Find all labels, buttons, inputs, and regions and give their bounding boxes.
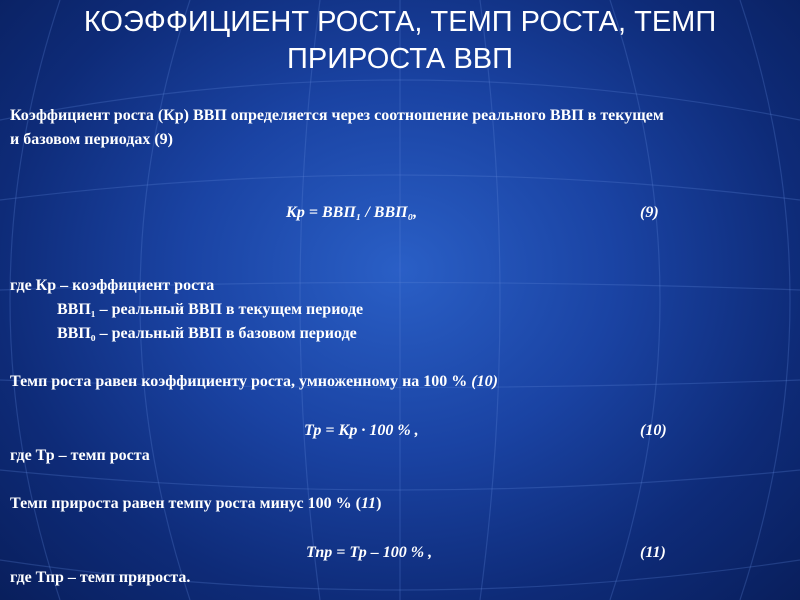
formula-9: Кр = ВВП₁ / ВВП₀, — [286, 204, 418, 221]
title-line-2: ПРИРОСТА ВВП — [287, 43, 513, 75]
where-9-line-1: где Кр – коэффициент роста — [10, 277, 215, 294]
slide-title — [40, 4, 760, 78]
where-9-line-3: ВВП₀ – реальный ВВП в базовом периоде — [57, 325, 357, 342]
formula-11: Тпр = Тр – 100 % , — [306, 544, 433, 561]
increment-rate-ref: 11 — [360, 495, 377, 512]
title-line-1: КОЭФФИЦИЕНТ РОСТА, ТЕМП РОСТА, ТЕМП — [83, 6, 717, 38]
intro-line-1: Коэффициент роста (Кр) ВВП определяется через соотношение реального ВВП в текущем — [10, 107, 664, 124]
formula-9-number: (9) — [640, 204, 659, 221]
intro-line-2: и базовом периодах (9) — [10, 131, 174, 148]
increment-rate-close: ) — [376, 495, 382, 512]
where-11: где Тпр – темп прироста. — [10, 569, 191, 586]
growth-rate-statement — [10, 372, 498, 392]
growth-rate-text: Темп роста равен коэффициенту роста, умноженному на 100 % — [10, 373, 472, 390]
increment-rate-statement — [10, 494, 381, 514]
increment-rate-text: Темп прироста равен темпу роста минус 100 % ( — [10, 495, 361, 512]
where-9-line-2: ВВП₁ – реальный ВВП в текущем периоде — [57, 301, 364, 318]
growth-rate-ref: (10) — [471, 373, 498, 390]
formula-11-number: (11) — [640, 544, 666, 561]
formula-10: Тр = Кр · 100 % , — [304, 422, 419, 439]
where-10: где Тр – темп роста — [10, 447, 150, 464]
formula-10-number: (10) — [640, 422, 667, 439]
